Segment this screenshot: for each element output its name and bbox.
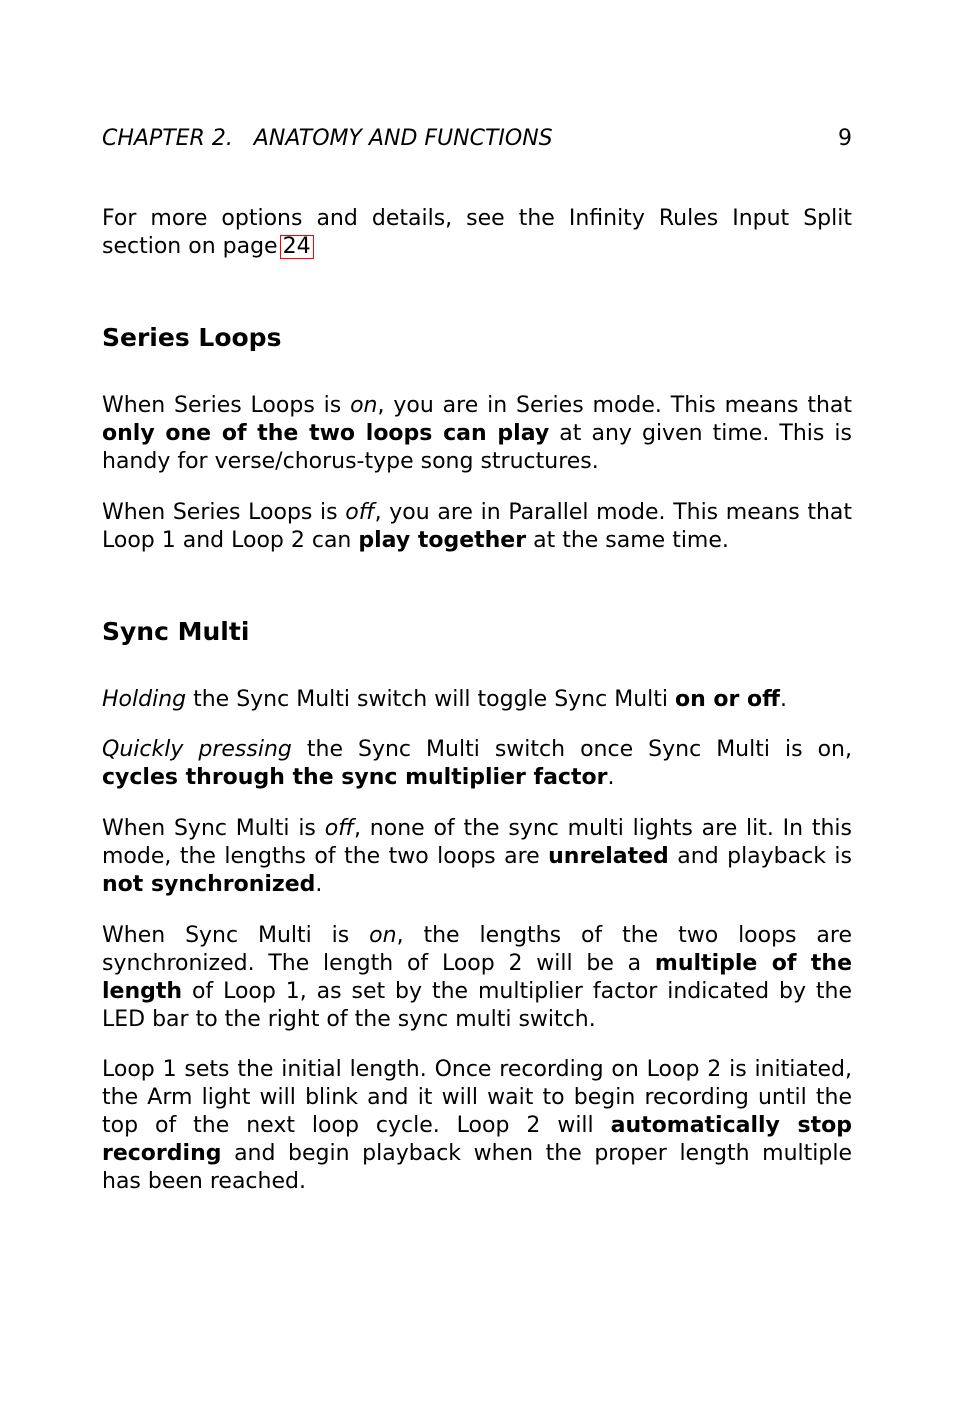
- sync-multi-paragraph-4: When Sync Multi is on, the lengths of the two loops are synchronized. The length of Loop 2 will be a multiple of the length of Loop 1, as set by the multiplier factor indicated by the LED bar to the right of the sync multi switch.: [102, 923, 853, 1032]
- series-loops-paragraph-2: When Series Loops is off, you are in Parallel mode. This means that Loop 1 and Loop 2 can play together at the same time.: [102, 500, 853, 553]
- chapter-title: CHAPTER 2. ANATOMY AND FUNCTIONS: [102, 126, 553, 151]
- section-heading-series-loops: Series Loops: [102, 323, 282, 352]
- sync-multi-paragraph-1: Holding the Sync Multi switch will toggle Sync Multi on or off.: [102, 687, 787, 712]
- sync-multi-paragraph-2: Quickly pressing the Sync Multi switch once Sync Multi is on, cycles through the sync multiplier factor.: [102, 737, 852, 790]
- section-heading-sync-multi: Sync Multi: [102, 617, 250, 646]
- series-loops-paragraph-1: When Series Loops is on, you are in Series mode. This means that only one of the two loops can play at any given time. This is handy for verse/chorus-type song structures.: [102, 393, 852, 474]
- page-reference-link[interactable]: 24: [280, 235, 314, 259]
- sync-multi-paragraph-5: Loop 1 sets the initial length. Once recording on Loop 2 is initiated, the Arm light will blink and it will wait to begin recording until the top of the next loop cycle. Loop 2 will automatically stop recording and begin playback when the proper length multiple has been reached.: [102, 1057, 852, 1194]
- running-header: [102, 124, 852, 154]
- sync-multi-paragraph-3: When Sync Multi is off, none of the sync multi lights are lit. In this mode, the lengths of the two loops are unrelated and playback is not synchronized.: [102, 816, 852, 897]
- intro-paragraph: [102, 205, 852, 261]
- page-number: 9: [838, 126, 852, 151]
- intro-text: For more options and details, see the Infinity Rules Input Split section on page: [102, 206, 852, 259]
